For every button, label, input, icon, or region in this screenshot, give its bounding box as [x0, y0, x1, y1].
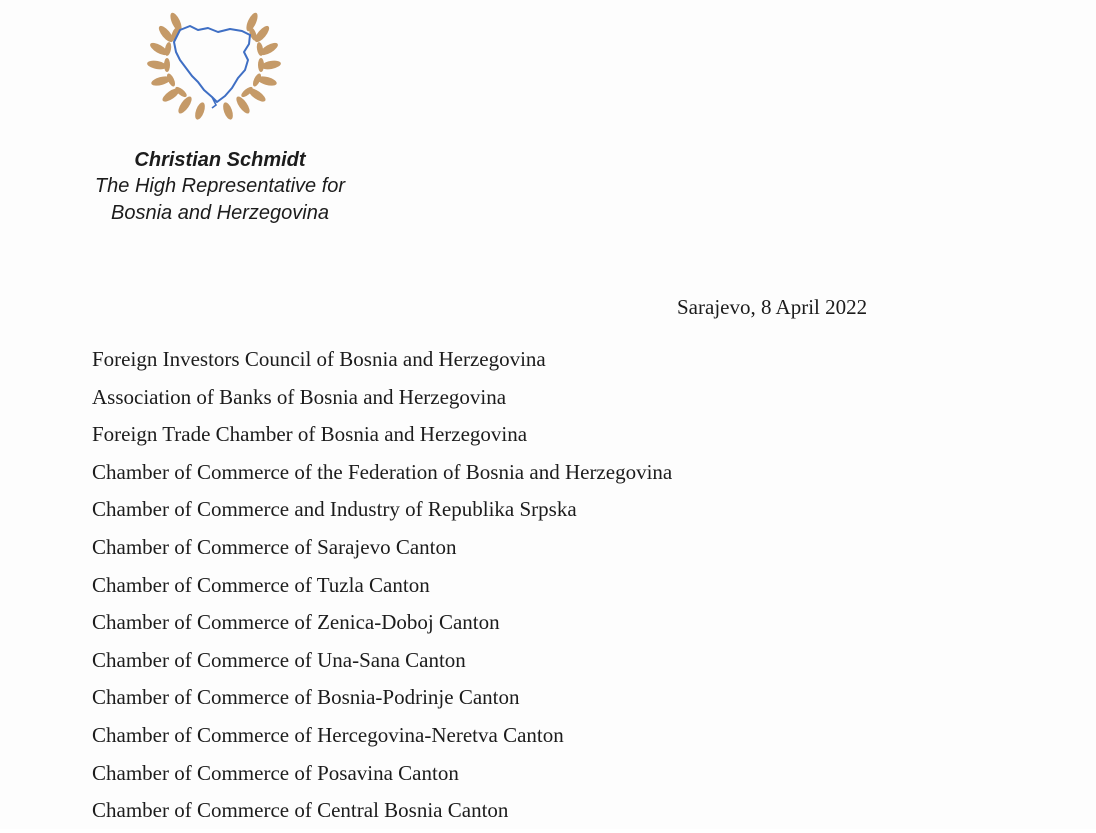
bosnia-map-laurel-wreath-icon — [146, 4, 282, 122]
recipient-item: Chamber of Commerce of Bosnia-Podrinje Canton — [92, 685, 520, 710]
recipient-item: Foreign Investors Council of Bosnia and Herzegovina — [92, 347, 546, 371]
recipient-item: Chamber of Commerce of Central Bosnia Canton — [92, 798, 509, 823]
recipient-item: Foreign Trade Chamber of Bosnia and Herzegovina — [92, 422, 528, 447]
signatory-title-line-2: Bosnia and Herzegovina — [111, 202, 329, 224]
letter-date: Sarajevo, 8 April 2022 — [677, 295, 868, 319]
recipient-item: Chamber of Commerce and Industry of Republika Srpska — [92, 497, 577, 522]
recipient-item: Chamber of Commerce of Posavina Canton — [92, 760, 459, 785]
recipient-item: Chamber of Commerce of Tuzla Canton — [92, 572, 430, 597]
recipient-item: Chamber of Commerce of Zenica-Doboj Canton — [92, 610, 500, 635]
recipient-item: Chamber of Commerce of the Federation of Bosnia and Herzegovina — [92, 459, 673, 484]
recipient-item: Chamber of Commerce of Hercegovina-Neretva Canton — [92, 722, 564, 747]
recipient-item: Chamber of Commerce of Una-Sana Canton — [92, 647, 466, 672]
recipient-item: Association of Banks of Bosnia and Herzegovina — [92, 384, 507, 409]
recipient-list — [92, 344, 672, 833]
signatory-name: Christian Schmidt — [134, 149, 306, 171]
signatory-title-line-1: The High Representative for — [94, 175, 346, 197]
recipient-item: Chamber of Commerce of Sarajevo Canton — [92, 534, 457, 559]
signatory-block — [40, 147, 400, 227]
